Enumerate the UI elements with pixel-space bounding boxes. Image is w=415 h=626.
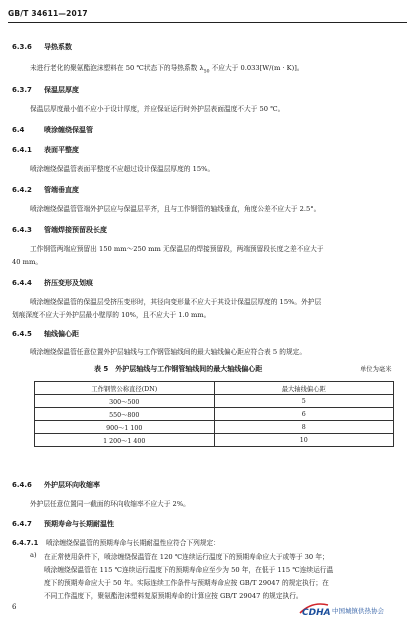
table-5-unit: 单位为毫米 — [360, 366, 392, 373]
table-cell: 8 — [214, 421, 394, 434]
table-row — [35, 395, 394, 408]
section-title: 表面平整度 — [44, 146, 79, 154]
section-6-4-1-text: 喷涂缠绕保温管表面平整度不应超过设计保温层厚度的 15%。 — [30, 165, 215, 173]
table-cell: 300～500 — [35, 395, 215, 408]
organization-name: 中国城镇供热协会 — [332, 607, 384, 615]
table-cell: 10 — [214, 434, 394, 447]
table-5-caption: 表 5 外护层轴线与工作钢管轴线间的最大轴线偏心距 — [94, 365, 263, 373]
section-6-4-5-text: 喷涂缠绕保温管任意位置外护层轴线与工作钢管轴线间的最大轴线偏心距应符合表 5 的规定。 — [30, 348, 307, 356]
section-number: 6.4.7.1 — [12, 539, 39, 547]
section-6-4-2-heading — [12, 185, 79, 195]
column-header-nominal-diameter: 工作钢管公称直径(DN) — [35, 382, 215, 395]
section-number: 6.4 — [12, 126, 25, 134]
section-6-4-7-heading — [12, 519, 114, 529]
section-number: 6.4.6 — [12, 481, 32, 489]
section-6-3-6-text: 未进行老化的聚氨酯泡沫塑料在 50 ℃状态下的导热系数 $\lambda_{50}$ 不应大于 0.033[W/(m · K)]。 — [30, 64, 304, 75]
section-6-4-3-line-2: 40 mm。 — [12, 258, 43, 266]
item-a-line-3: 度下的预期寿命应大于 50 年。实际连续工作条件与预期寿命应按 GB/T 29047 的规定执行；在 — [44, 579, 329, 587]
section-number: 6.4.2 — [12, 186, 32, 194]
table-header-row — [35, 382, 394, 395]
table-row — [35, 408, 394, 421]
table-row — [35, 434, 394, 447]
section-6-4-6-heading — [12, 480, 100, 490]
section-title: 挤压变形及划痕 — [44, 279, 93, 287]
section-title: 预期寿命与长期耐温性 — [44, 520, 114, 528]
section-6-4-7-1-text: 喷涂缠绕保温管的预期寿命与长期耐温性应符合下列规定： — [46, 539, 220, 547]
section-number: 6.4.3 — [12, 226, 32, 234]
section-6-4-3-line-1: 工作钢管两端应预留出 150 mm～250 mm 无保温层的焊接预留段，两端预留段长度之差不应大于 — [30, 245, 324, 253]
section-number: 6.4.5 — [12, 330, 32, 338]
page-number: 6 — [12, 603, 17, 611]
section-6-4-5-heading — [12, 329, 79, 339]
item-a-line-1: 在正常使用条件下，喷涂缠绕保温管在 120 ℃连续运行温度下的预期寿命应大于或等于 30 年； — [44, 553, 329, 561]
section-title: 喷涂缠绕保温管 — [44, 126, 93, 134]
section-6-4-1-heading — [12, 145, 79, 155]
section-number: 6.4.7 — [12, 520, 32, 528]
table-cell: 5 — [214, 395, 394, 408]
section-6-4-7-1 — [12, 537, 220, 547]
section-6-4-4-line-2: 划痕深度不应大于外护层最小壁厚的 10%，且不应大于 1.0 mm。 — [12, 311, 211, 319]
table-cell: 900～1 100 — [35, 421, 215, 434]
standard-number-header: GB/T 34611—2017 — [8, 9, 88, 18]
section-6-3-7-text: 保温层厚度最小值不应小于设计厚度，并应保证运行时外护层表面温度不大于 50 ℃。 — [30, 105, 285, 113]
section-6-3-7-heading — [12, 85, 79, 95]
section-number: 6.4.1 — [12, 146, 32, 154]
section-6-4-2-text: 喷涂缠绕保温管管端外护层应与保温层平齐，且与工作钢管的轴线垂直，角度公差不应大于 2.5°。 — [30, 205, 321, 213]
lambda-subscript: 50 — [203, 69, 210, 75]
column-header-max-eccentricity: 最大轴线偏心距 — [214, 382, 394, 395]
table-row — [35, 421, 394, 434]
section-title: 轴线偏心距 — [44, 330, 79, 338]
section-title: 导热系数 — [44, 43, 72, 51]
section-number: 6.3.6 — [12, 43, 32, 51]
section-6-4-heading — [12, 125, 93, 135]
section-number: 6.4.4 — [12, 279, 32, 287]
table-5 — [34, 381, 394, 447]
item-a-line-2: 喷涂缠绕保温管在 115 ℃连续运行温度下的预期寿命应至少为 50 年，在低于 115 ℃连续运行温 — [44, 566, 334, 574]
logo-letters: CDHA — [302, 608, 331, 618]
section-6-3-6-heading — [12, 42, 72, 52]
section-6-4-4-line-1: 喷涂缠绕保温管的保温层受挤压变形时，其径向变形量不应大于其设计保温层厚度的 15%。外护层 — [30, 298, 322, 306]
section-6-4-3-heading — [12, 225, 107, 235]
table-cell: 6 — [214, 408, 394, 421]
table-cell: 550～800 — [35, 408, 215, 421]
table-cell: 1 200～1 400 — [35, 434, 215, 447]
section-title: 保温层厚度 — [44, 86, 79, 94]
section-6-4-4-heading — [12, 278, 93, 288]
header-rule — [8, 22, 407, 23]
section-6-4-6-text: 外护层任意位置同一截面的环向收缩率不应大于 2%。 — [30, 500, 190, 508]
item-a-line-4: 不同工作温度下，聚氨酯泡沫塑料复原预期寿命的计算应按 GB/T 29047 的规定执行。 — [44, 592, 303, 600]
section-title: 外护层环向收缩率 — [44, 481, 100, 489]
section-title: 管端焊接预留段长度 — [44, 226, 107, 234]
section-number: 6.3.7 — [12, 86, 32, 94]
item-a-label: a) — [30, 551, 37, 559]
section-title: 管端垂直度 — [44, 186, 79, 194]
